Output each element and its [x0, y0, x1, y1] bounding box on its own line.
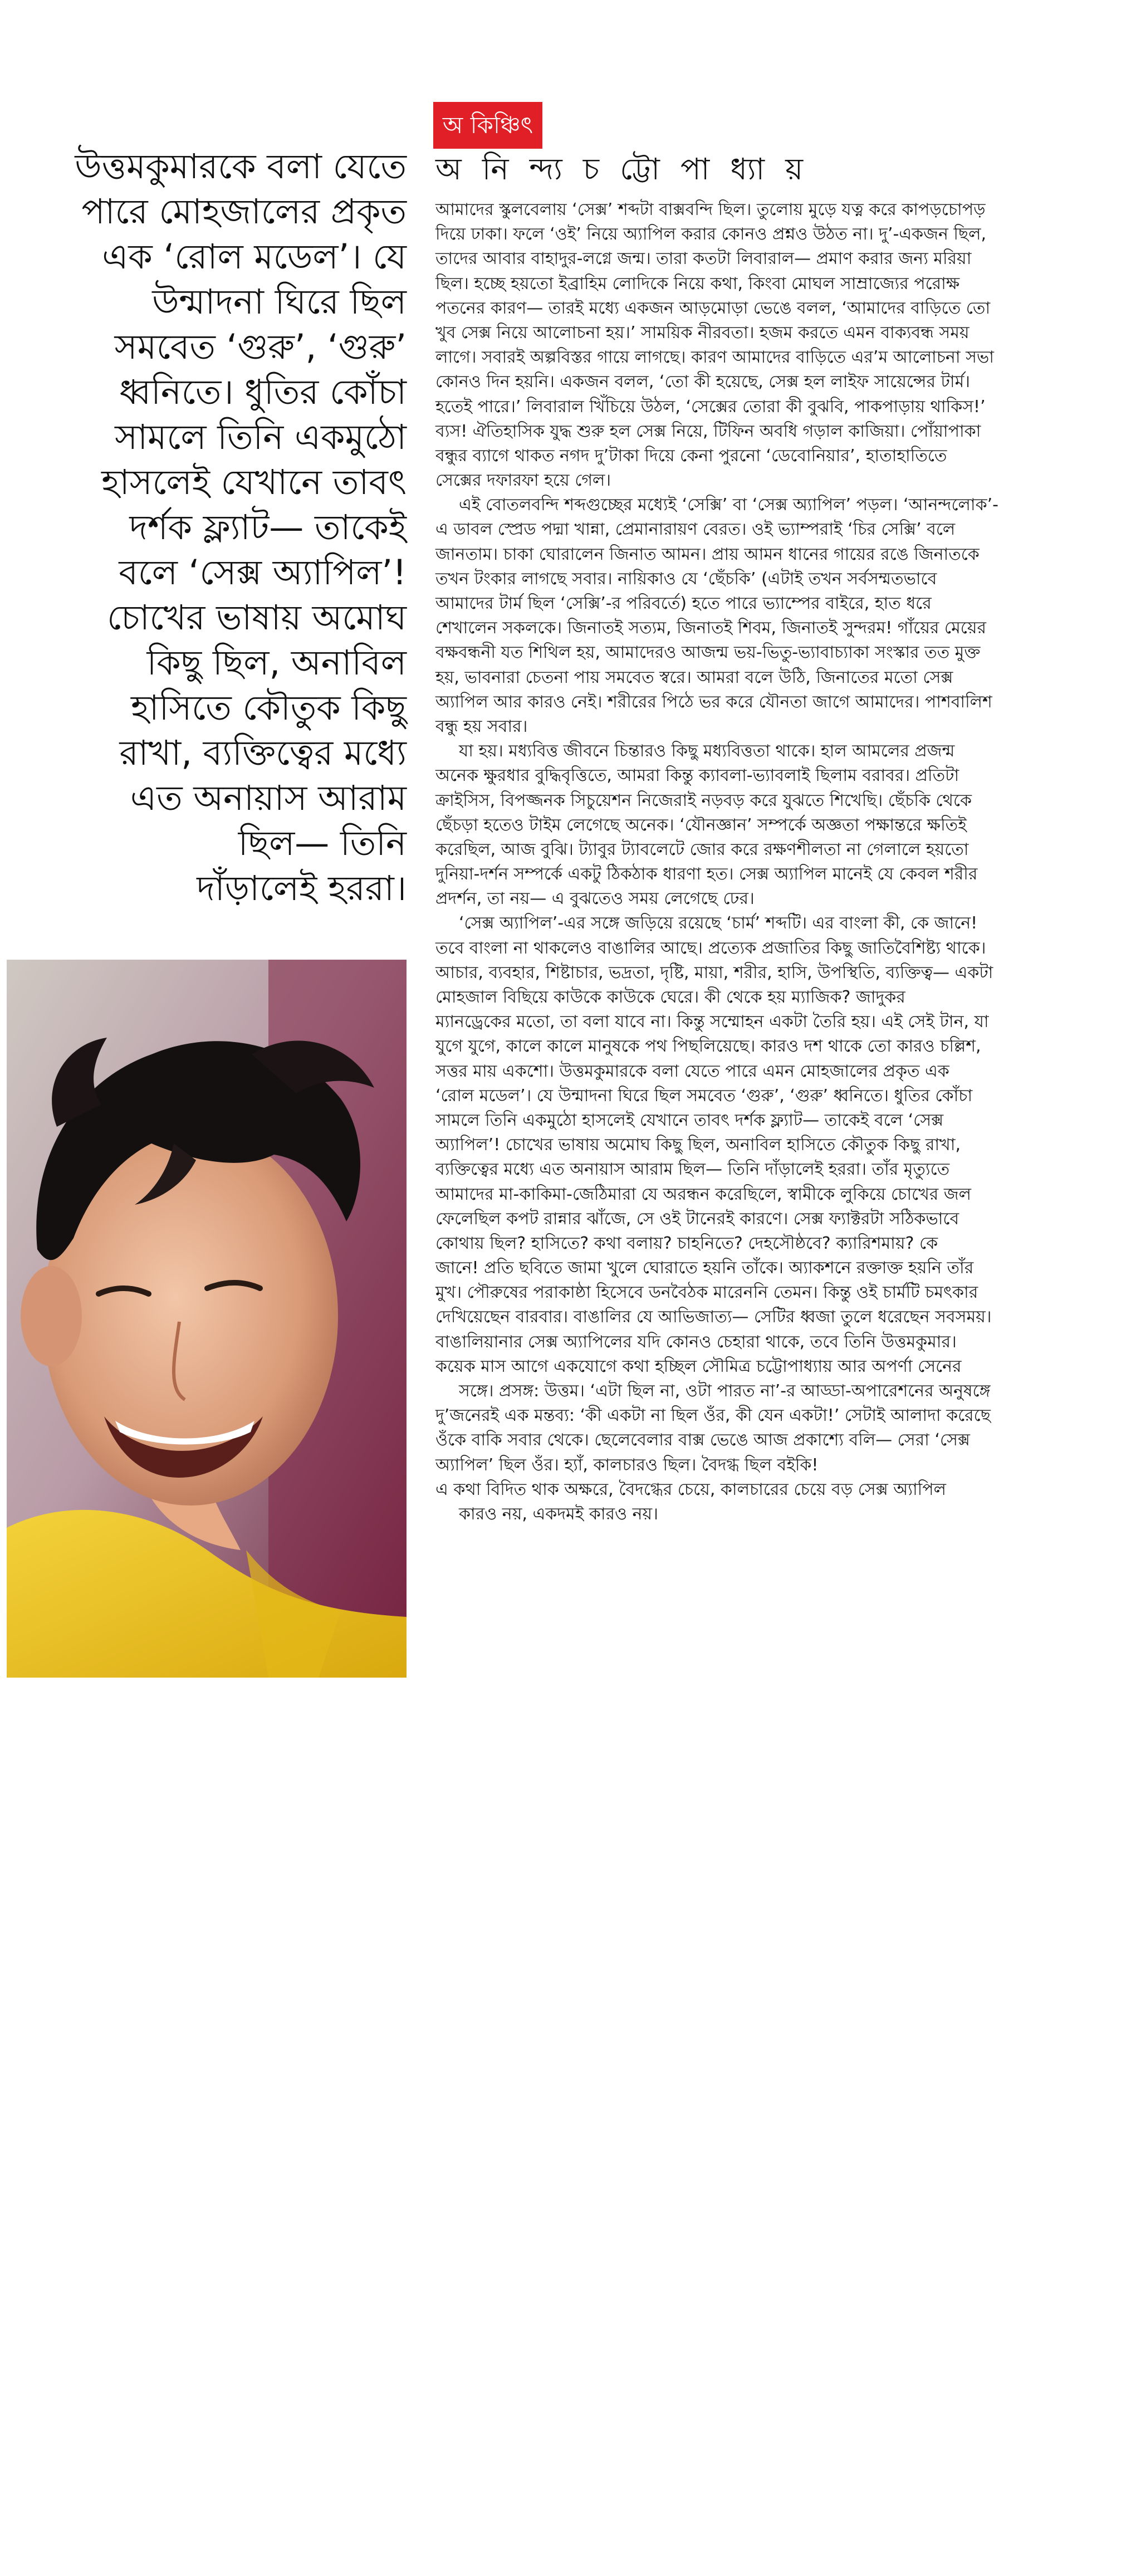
article-line: দু’জনেরই এক মন্তব্য: ‘কী একটা না ছিল ওঁর, কী যেন একটা!’ সেটাই আলাদা করেছে — [435, 1406, 991, 1426]
article-line: বন্ধু হয় সবার। — [435, 716, 528, 736]
article-line: ‘রোল মডেল’। যে উন্মাদনা ঘিরে ছিল সমবেত ‘গুরু’, ‘গুরু’ ধ্বনিতে। ধুতির কোঁচা — [435, 1086, 973, 1106]
page-number: ৪ রোববার — [105, 2556, 160, 2572]
article-line: অ্যাপিল’ ছিল ওঁর। হ্যাঁ, কালচারও ছিল। বৈদগ্ধ ছিল বইকি! — [435, 1455, 819, 1475]
article-line: প্রদর্শন, তা নয়— এ বুঝতেও সময় লেগেছে ঢের। — [435, 889, 755, 909]
article-line: আমাদের স্কুলবেলায় ‘সেক্স’ শব্দটা বাক্সবন্দি ছিল। তুলোয় মুড়ে যত্ন করে কাপড়চোপড় — [435, 200, 986, 219]
article-line: জানতাম। চাকা ঘোরালেন জিনাত আমন। প্রায় আমন ধানের গায়ের রঙে জিনাতকে — [435, 544, 980, 564]
pull-quote-line: চোখের ভাষায় অমোঘ — [107, 597, 407, 638]
pull-quote-line: হাসলেই যেখানে তাবৎ — [101, 462, 407, 502]
article-line: কোনও দিন হয়নি। একজন বলল, ‘তো কী হয়েছে, সেক্স হল লাইফ সায়েন্সের টার্ম। — [435, 372, 970, 392]
pull-quote-line: উন্মাদনা ঘিরে ছিল — [152, 281, 407, 322]
article-line: আমাদের মা-কাকিমা-জেঠিমারা যে অরন্ধন করেছিলে, স্বামীকে লুকিয়ে চোখের জল — [435, 1184, 972, 1204]
article-line: সত্তর মায় একশো। উত্তমকুমারকে বলা যেতে পারে এমন মোহজালের প্রকৃত এক — [435, 1061, 949, 1081]
pull-quote-line: বলে ‘সেক্স অ্যাপিল’! — [119, 552, 407, 593]
pull-quote-line: এত অনায়াস আরাম — [130, 778, 407, 818]
article-line: হয়, ভাবনারা চেতনা পায় সমবেত স্বরে। আমরা বলে উঠি, জিনাতের মতো সেক্স — [435, 667, 953, 687]
article-line: খুব সেক্স নিয়ে আলোচনা হয়।’ সাময়িক নীরবতা। হজম করতে এমন বাক্যবন্ধ সময় — [435, 322, 970, 343]
article-line: ওঁকে বাকি সবার থেকে। ছেলেবেলার বাক্স ভেঙে আজ প্রকাশ্যে বলি— সেরা ‘সেক্স — [435, 1430, 970, 1450]
pull-quote-line: ছিল— তিনি — [238, 823, 407, 863]
article-line: কয়েক মাস আগে একযোগে কথা হচ্ছিল সৌমিত্র চট্টোপাধ্যায় আর অপর্ণা সেনের — [435, 1356, 962, 1376]
article-line: মোহজাল বিছিয়ে কাউকে কাউকে ঘেরে। কী থেকে হয় ম্যাজিক? জাদুকর — [435, 988, 905, 1007]
article-line: অ্যাপিল আর কারও নেই। শরীরের পিঠে ভর করে যৌনতা জাগে আমাদের। পাশবালিশ — [435, 692, 992, 712]
article-line: করেছিল, আজ বুঝি। ট্যাবুর ট্যাবলেটে জোর করে রক্ষণশীলতা না গেলালে হয়তো — [435, 839, 969, 859]
article-line: লাগে। সবারই অল্পবিস্তর গায়ে লাগছে। কারণ আমাদের বাড়িতে এর’ম আলোচনা সভা — [435, 348, 994, 368]
pull-quote-line: ধ্বনিতে। ধুতির কোঁচা — [119, 372, 407, 412]
article-line: দেখিয়েছেন বারবার। বাঙালির যে আভিজাত্য— সেটির ধ্বজা তুলে ধরেছেন সবসময়। — [435, 1307, 992, 1327]
author-byline: অ নি ন্দ্য চ ট্টো পা ধ্যা য় — [435, 151, 809, 187]
article-line: ছিল। হচ্ছে হয়তো ইব্রাহিম লোদিকে নিয়ে কথা, কিংবা মোঘল সাম্রাজ্যের পরোক্ষ — [435, 273, 960, 294]
pull-quote-line: দাঁড়ালেই হররা। — [197, 868, 407, 908]
article-line: যা হয়। মধ্যবিত্ত জীবনে চিন্তারও কিছু মধ্যবিত্ততা থাকে। হাল আমলের প্রজন্ম — [459, 741, 955, 761]
article-line: সেক্সের দফারফা হয়ে গেল। — [435, 471, 611, 491]
section-tag: অ কিঞ্চিৎ — [433, 102, 542, 149]
article-line: ছেঁচড়া হতেও টাইম লেগেছে অনেক। ‘যৌনজ্ঞান’ সম্পর্কে অজ্ঞতা পক্ষান্তরে ক্ষতিই — [435, 815, 967, 835]
article-line: ম্যানড্রেকের মতো, তা বলা যাবে না। কিন্তু সম্মোহন একটা তৈরি হয়। এই সেই টান, যা — [435, 1012, 989, 1032]
article-line: সঙ্গে। প্রসঙ্গ: উত্তম। ‘এটা ছিল না, ওটা পারত না’-র আড্ডা-অপারেশনের অনুষঙ্গে — [459, 1381, 991, 1401]
article-body — [435, 198, 1023, 1568]
article-line: কোথায় ছিল? হাসিতে? কথা বলায়? চাহনিতে? দেহসৌষ্ঠবে? ক্যারিশমায়? কে — [435, 1233, 938, 1253]
article-line: ফেলেছিল কপট রান্নার ঝাঁজে, সে ওই টানেরই কারণে। সেক্স ফ্যাক্টরটা সঠিকভাবে — [435, 1209, 959, 1229]
article-line: ব্যক্তিত্বের মধ্যে এত অনায়াস আরাম ছিল— তিনি দাঁড়ালেই হররা। তাঁর মৃত্যুতে — [435, 1160, 950, 1180]
pull-quote-line: পারে মোহজালের প্রকৃত — [81, 191, 407, 232]
article-line: তবে বাংলা না থাকলেও বাঙালির আছে। প্রত্যেক প্রজাতির কিছু জাতিবৈশিষ্ট্য থাকে। — [435, 938, 986, 958]
article-line: দিয়ে ঢাকা। ফলে ‘ওই’ নিয়ে অ্যাপিল করার কোনও প্রশ্নও উঠত না। দু’-একজন ছিল, — [435, 224, 987, 245]
article-line: যুগে যুগে, কালে কালে মানুষকে পথ পিছলিয়েছে। কারও দশ থাকে তো কারও চল্লিশ, — [435, 1037, 981, 1057]
article-line: পতনের কারণ— তারই মধ্যে একজন আড়মোড়া ভেঙে বলল, ‘আমাদের বাড়িতে তো — [435, 298, 991, 318]
article-line: মুখ। পৌরুষের পরাকাষ্ঠা হিসেবে ডনবৈঠক মারেননি তেমন। কিন্তু ওই চার্মটি চমৎকার — [435, 1283, 978, 1303]
article-line: ‘সেক্স অ্যাপিল’-এর সঙ্গে জড়িয়ে রয়েছে ‘চার্ম’ শব্দটি। এর বাংলা কী, কে জানে! — [459, 913, 978, 933]
pull-quote-line: এক ‘রোল মডেল’। যে — [102, 236, 407, 277]
article-line: তখন টংকার লাগছে সবার। নায়িকাও যে ‘ছেঁচকি’ (এটাই তখন সর্বসম্মতভাবে — [435, 569, 937, 589]
pull-quote-line: উত্তমকুমারকে বলা যেতে — [75, 146, 407, 187]
pull-quote — [67, 144, 407, 908]
article-line: সামলে তিনি একমুঠো হাসলেই যেখানে তাবৎ দর্শক ফ্ল্যাট— তাকেই বলে ‘সেক্স — [435, 1110, 944, 1130]
article-line: অনেক ক্ষুরধার বুদ্ধিবৃত্তিতে, আমরা কিন্তু ক্যাবলা-ভ্যাবলাই ছিলাম বরাবর। প্রতিটা — [435, 766, 959, 786]
pull-quote-line: সামলে তিনি একমুঠো — [115, 417, 407, 457]
article-line: এ কথা বিদিত থাক অক্ষরে, বৈদগ্ধের চেয়ে, কালচারের চেয়ে বড় সেক্স অ্যাপিল — [435, 1479, 946, 1499]
article-line: শেখালেন সকলকে। জিনাতই সত্যম, জিনাতই শিবম, জিনাতই সুন্দরম! গাঁয়ের মেয়ের — [435, 618, 986, 638]
article-line: ব্যস! ঐতিহাসিক যুদ্ধ শুরু হল সেক্স নিয়ে, টিফিন অবধি গড়াল কাজিয়া। পোঁয়াপাকা — [435, 421, 981, 441]
article-line: আমাদের টার্ম ছিল ‘সেক্সি’-র পরিবর্তে) হতে পারে ভ্যাম্পের বাইরে, হাত ধরে — [435, 594, 932, 613]
portrait-photo — [7, 960, 407, 2572]
article-line: জানে! প্রতি ছবিতে জামা খুলে ঘোরাতে হয়নি তাঁকে। অ্যাকশনে রক্তাক্ত হয়নি তাঁর — [435, 1258, 974, 1278]
article-line: বাঙালিয়ানার সেক্স অ্যাপিলের যদি কোনও চেহারা থাকে, তবে তিনি উত্তমকুমার। — [435, 1332, 957, 1352]
article-line: বক্ষবন্ধনী যত শিথিল হয়, আমাদেরও আজন্ম ভয়-ভিতু-ভ্যাবাচ্যাকা সংস্কার তত মুক্ত — [435, 643, 981, 663]
article-line: এই বোতলবন্দি শব্দগুচ্ছের মধ্যেই ‘সেক্সি’ বা ‘সেক্স অ্যাপিল’ পড়ল। ‘আনন্দলোক’- — [459, 495, 998, 515]
article-line: কারও নয়, একদমই কারও নয়। — [459, 1504, 658, 1524]
article-line: বন্ধুর ব্যাগে থাকত নগদ দু’টাকা দিয়ে কেনা পুরনো ‘ডেবোনিয়ার’, হাতাহাতিতে — [435, 446, 947, 466]
pull-quote-line: দর্শক ফ্ল্যাট— তাকেই — [129, 507, 407, 548]
article-line: এ ডাবল স্প্রেড পদ্মা খান্না, প্রেমানারায়ণ বেরত। ওই ভ্যাম্পরাই ‘চির সেক্সি’ বলে — [435, 520, 956, 540]
article-line: ক্রাইসিস, বিপজ্জনক সিচুয়েশন নিজেরাই নড়বড় করে যুঝতে শিখেছি। ছেঁচকি থেকে — [435, 790, 972, 810]
pull-quote-line: সমবেত ‘গুরু’, ‘গুরু’ — [114, 326, 407, 367]
article-line: তাদের আবার বাহাদুর-লগ্নে জন্ম। তারা কতটা লিবারাল— প্রমাণ করার জন্য মরিয়া — [435, 249, 972, 269]
article-line: আচার, ব্যবহার, শিষ্টাচার, ভদ্রতা, দৃষ্টি, মায়া, শরীর, হাসি, উপস্থিতি, ব্যক্তিত্ব— একটা — [435, 962, 993, 983]
pull-quote-line: কিছু ছিল, অনাবিল — [146, 642, 407, 683]
article-line — [435, 1527, 1023, 1551]
article-line: হতেই পারে।’ লিবারাল খিঁচিয়ে উঠল, ‘সেক্সের তোরা কী বুঝবি, পাকপাড়ায় থাকিস!’ — [435, 397, 986, 417]
article-line: দুনিয়া-দর্শন সম্পর্কে একটু ঠিকঠাক ধারণা হত। সেক্স অ্যাপিল মানেই যে কেবল শরীর — [435, 864, 978, 884]
article-line: অ্যাপিল’! চোখের ভাষায় অমোঘ কিছু ছিল, অনাবিল হাসিতে কৌতুক কিছু রাখা, — [435, 1135, 961, 1155]
pull-quote-line: রাখা, ব্যক্তিত্বের মধ্যে — [119, 732, 407, 773]
pull-quote-line: হাসিতে কৌতুক কিছু — [131, 687, 407, 728]
